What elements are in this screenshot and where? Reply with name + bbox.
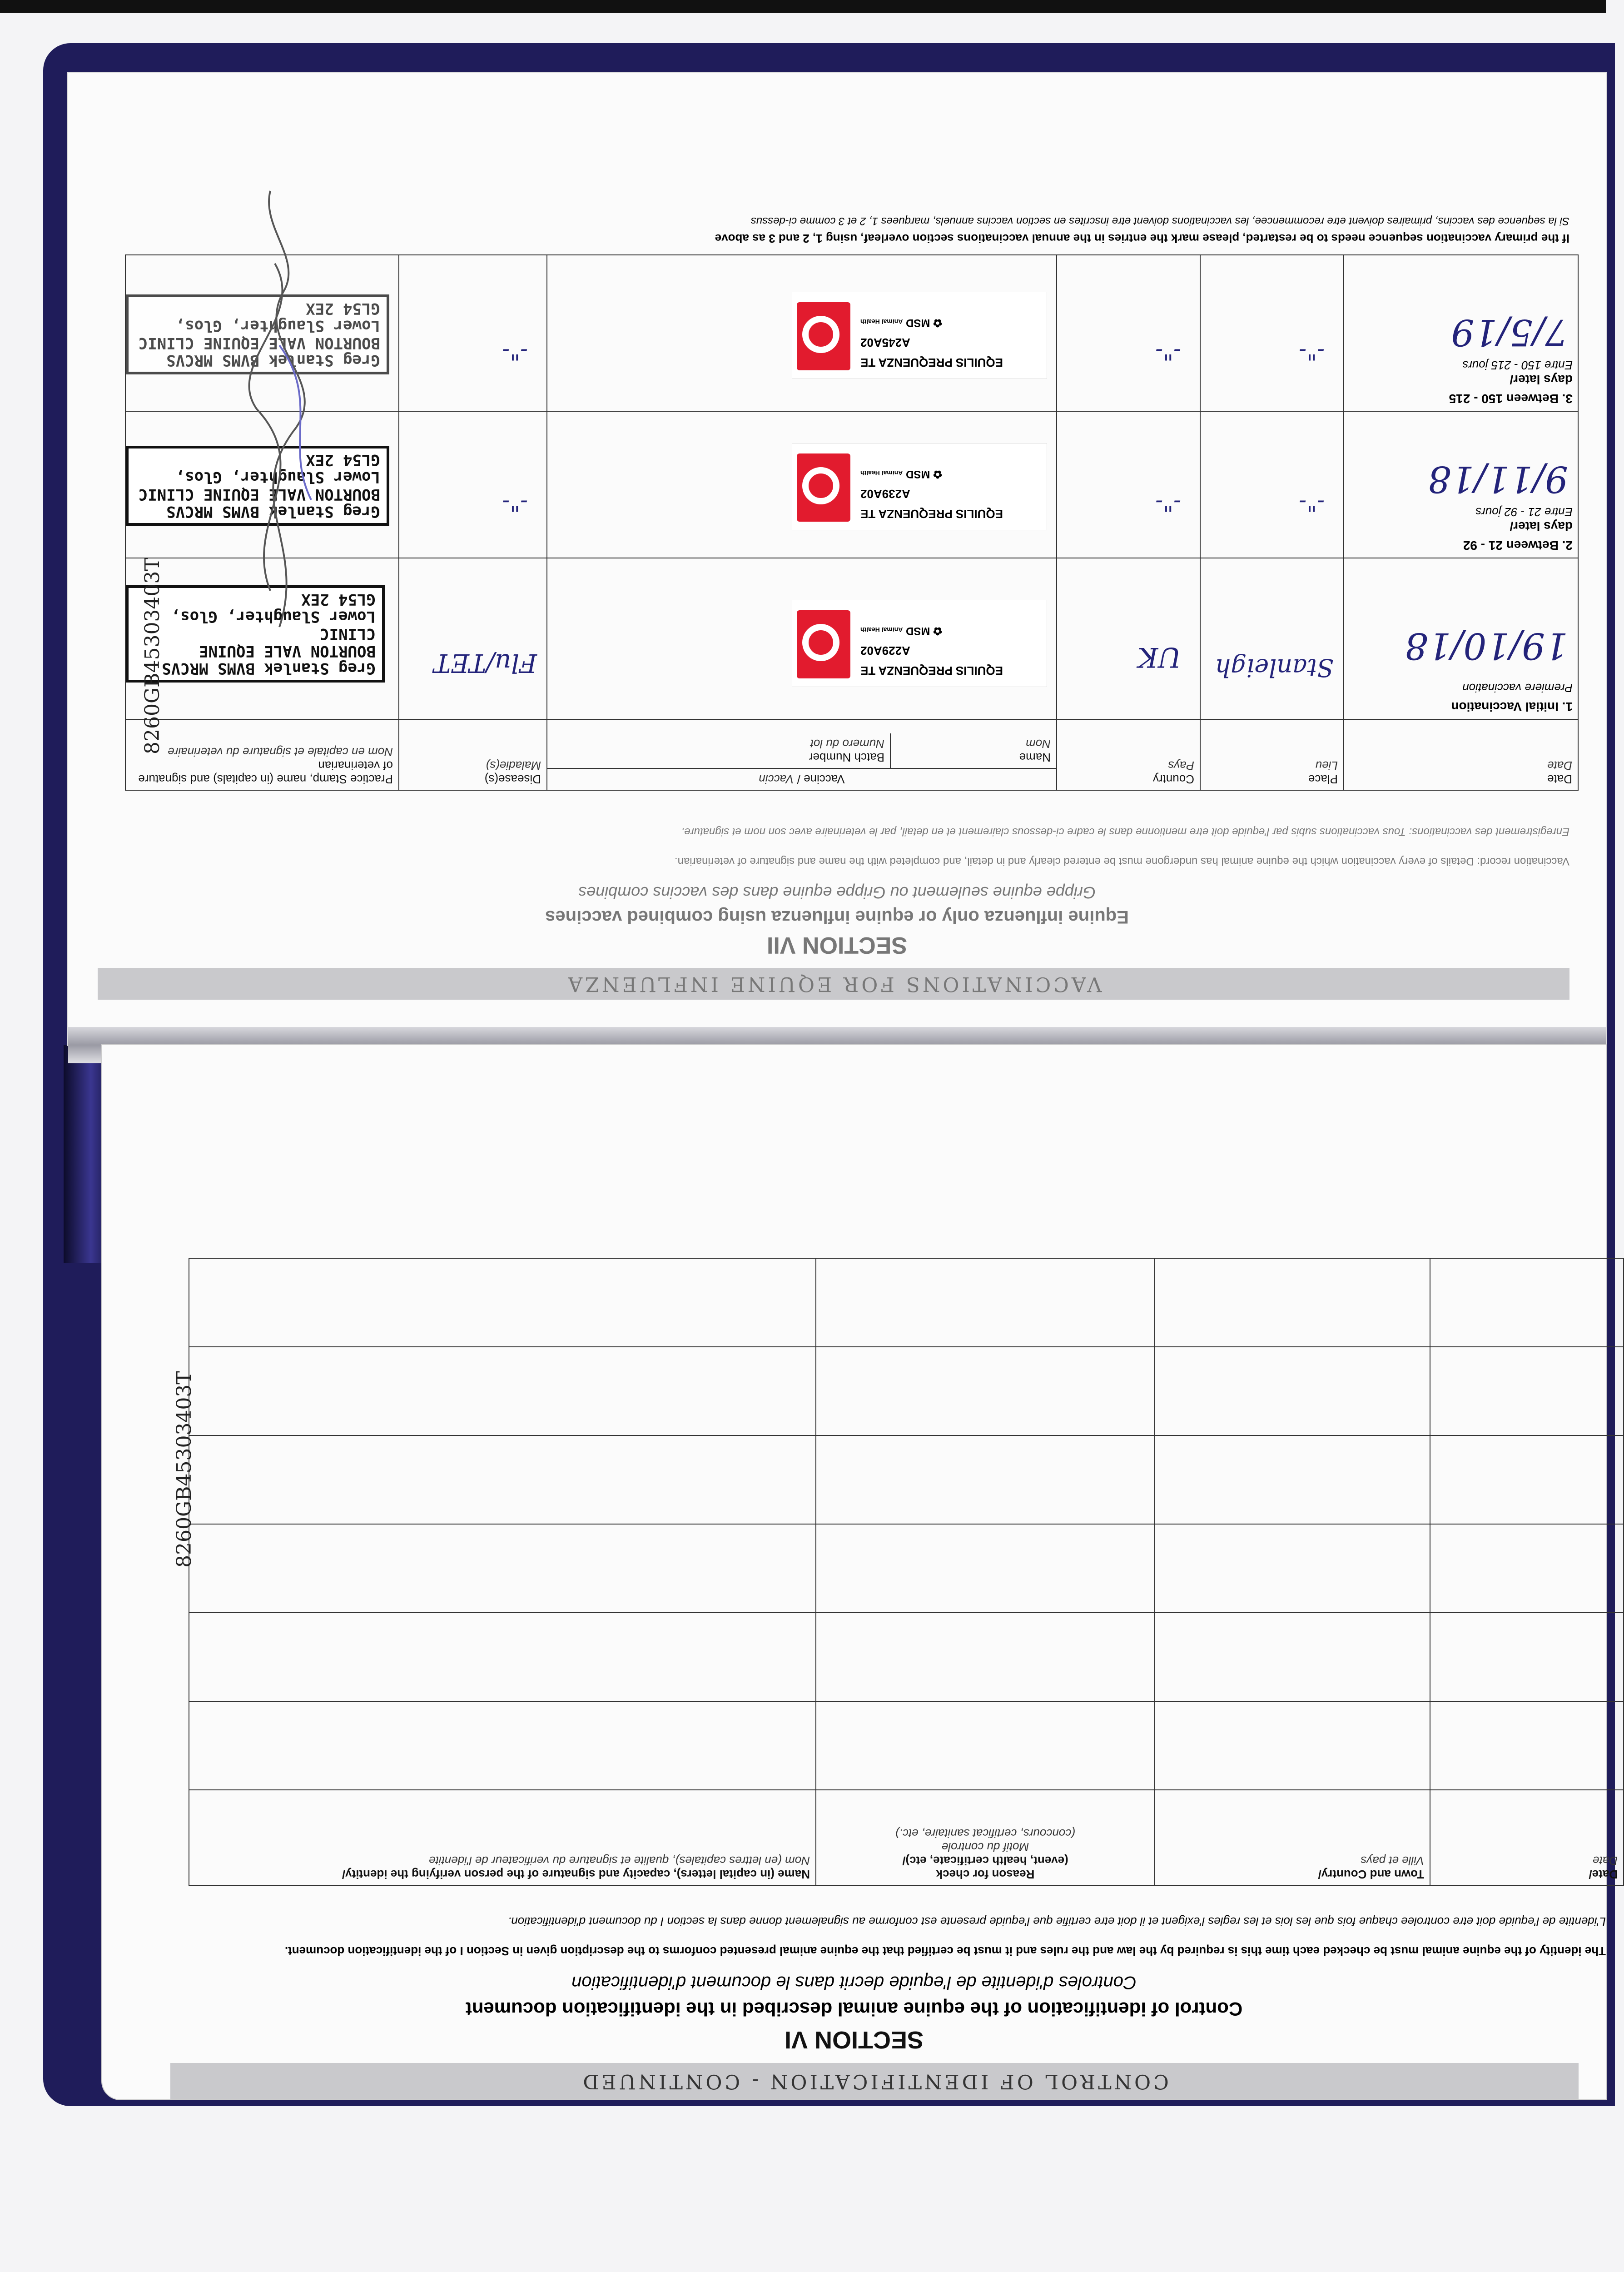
handwritten-place: -"-: [1299, 339, 1325, 365]
section-band: [98, 968, 1569, 1000]
section-title: SECTION VI: [784, 2026, 924, 2053]
handwritten-disease: -"-: [502, 339, 528, 365]
empty-cell[interactable]: [1430, 1701, 1624, 1790]
empty-cell[interactable]: [189, 1524, 816, 1613]
header-place: Place Lieu: [1200, 719, 1344, 790]
vaccine-name: EQUILIS PREQUENZA TE: [860, 507, 1003, 521]
cell-place: [1200, 255, 1344, 411]
manufacturer: ✿ MSD Animal Health: [860, 624, 943, 637]
empty-cell[interactable]: [816, 1258, 1155, 1347]
empty-cell[interactable]: [1155, 1701, 1430, 1790]
handwritten-disease: -"-: [502, 490, 528, 517]
horse-id-top: 8260GB45303403T: [141, 558, 164, 754]
row-label-fr: Entre 150 - 215 jours: [1462, 359, 1573, 373]
scan-edge: [0, 0, 1606, 13]
table-row: [189, 1258, 1624, 1347]
empty-cell[interactable]: [1430, 1258, 1624, 1347]
empty-cell[interactable]: [816, 1435, 1155, 1524]
manufacturer: ✿ MSD Animal Health: [860, 468, 943, 481]
row-label-fr: Premiere vaccination: [1462, 681, 1573, 695]
vet-practice-stamp: Greg Stanlek BVMS MRCVS BOURTON VALE EQUINE CLINIC Lower Slaughter, Glos, GL54 2EX: [126, 585, 385, 683]
section-band: [170, 2063, 1579, 2099]
row-label-2: days later/: [1510, 519, 1573, 534]
vet-practice-stamp: Greg Stanlek BVMS MRCVS BOURTON VALE EQUINE CLINIC Lower Slaughter, Glos, GL54 2EX: [126, 446, 389, 526]
vaccination-page: [68, 73, 1606, 1045]
header-vet: Practice Stamp, name (in capitals) and signature of veterinarian Nom en capitale et signature du veterinaire: [125, 719, 399, 790]
empty-cell[interactable]: [816, 1524, 1155, 1613]
row-label: 2. Between 21 - 92: [1463, 538, 1573, 553]
empty-cell[interactable]: [1155, 1524, 1430, 1613]
empty-cell[interactable]: [816, 1347, 1155, 1435]
cell-vaccine: [547, 558, 1057, 719]
vet-practice-stamp: Greg Stanlek BVMS MRCVS BOURTON VALE EQUINE CLINIC Lower Slaughter, Glos, GL54 2EX: [126, 294, 389, 374]
header-batch: Batch Number Numero du lot: [809, 737, 884, 764]
band-title: VACCINATIONS FOR EQUINE INFLUENZA: [565, 972, 1102, 996]
section-heading: Control of identification of the equine animal described in the identification document: [465, 1998, 1243, 2020]
equilis-logo-icon: [797, 610, 850, 678]
cell-date: [1344, 558, 1578, 719]
row-label-fr: Entre 21 - 92 jours: [1475, 505, 1573, 519]
table-row: [189, 1701, 1624, 1790]
empty-cell[interactable]: [816, 1613, 1155, 1701]
empty-cell[interactable]: [189, 1258, 816, 1347]
empty-cell[interactable]: [1430, 1524, 1624, 1613]
vaccine-sticker: [792, 443, 1047, 530]
cell-disease: [399, 411, 547, 558]
table-row: [189, 1435, 1624, 1524]
handwritten-country: -"-: [1155, 339, 1181, 365]
section-heading: Equine influenza only or equine influenza using combined vaccines: [545, 907, 1129, 927]
vaccine-name: EQUILIS PREQUENZA TE: [860, 356, 1003, 370]
cell-country: [1057, 411, 1200, 558]
section-heading-fr: Grippe equine seulement ou Grippe equine dans des vaccins combines: [578, 883, 1096, 902]
table-row: [189, 1524, 1624, 1613]
header-verifier: Name (in capital letters), capacity and signature of the person verifying the identity/ Nom (en lettres capitales), qualite et signature du verificateur de l'identite: [189, 1790, 816, 1885]
header-vaccine: Vaccine / Vaccin Name Nom Batch Number Numero du lot: [547, 719, 1057, 790]
handwritten-date: 9/11/18: [1428, 458, 1568, 501]
cell-disease: [399, 558, 547, 719]
header-date: Date Date: [1344, 719, 1578, 790]
handwritten-country: UK: [1137, 641, 1181, 673]
vaccine-sticker: [792, 600, 1047, 687]
empty-cell[interactable]: [189, 1435, 816, 1524]
table-row: [189, 1347, 1624, 1435]
handwritten-date: 7/5/19: [1451, 311, 1568, 354]
header-reason: Reason for check (event, health certificate, etc)/ Motif du controle (concours, certificat sanitaire, etc.): [816, 1790, 1155, 1885]
intro-text-fr: Enregistrement des vaccinations: Tous vaccinations subis par l'equide doit etre mentionne dans le cadre ci-dessous clairement et en detail, par le veterinaire avec son nom et signature.: [681, 826, 1569, 838]
footnote: If the primary vaccination sequence needs to be restarted, please mark the entries in the annual vaccinations section overleaf, using 1, 2 and 3 as above: [715, 232, 1569, 245]
empty-cell[interactable]: [1155, 1258, 1430, 1347]
cell-date: [1344, 411, 1578, 558]
handwritten-date: 19/10/18: [1405, 624, 1568, 667]
empty-cell[interactable]: [816, 1701, 1155, 1790]
cell-place: [1200, 558, 1344, 719]
vaccine-name: EQUILIS PREQUENZA TE: [860, 663, 1003, 678]
intro-text-fr: L'identite de l'equide doit etre controlee chaque fois que les lois et les regles l'exigent et il doit etre certifie que l'equide presente est conforme au signalement donne dans la section I du document d'identification.: [508, 1915, 1606, 1928]
row-label: 1. Initial Vaccination: [1451, 699, 1573, 714]
row-label-2: days later/: [1510, 373, 1573, 387]
header-country: Country Pays: [1057, 719, 1200, 790]
identification-page: [102, 1045, 1618, 2099]
empty-cell[interactable]: [189, 1701, 816, 1790]
empty-cell[interactable]: [1430, 1347, 1624, 1435]
empty-cell[interactable]: [1155, 1435, 1430, 1524]
empty-cell[interactable]: [1155, 1347, 1430, 1435]
vet-signature: [198, 182, 361, 636]
handwritten-country: -"-: [1155, 490, 1181, 517]
section-title: SECTION VII: [766, 932, 908, 958]
intro-text: The identity of the equine animal must be checked each time this is required by the law and the rules and it must be certified that the equine animal presented conforms to the description given in Section I of the identification document.: [284, 1944, 1606, 1958]
empty-cell[interactable]: [1430, 1613, 1624, 1701]
header-date: Date/ Date: [1430, 1790, 1624, 1885]
band-title: CONTROL OF IDENTIFICATION - CONTINUED: [580, 2070, 1169, 2093]
table-row: [189, 1613, 1624, 1701]
cell-disease: [399, 255, 547, 411]
handwritten-place: Stanleigh: [1215, 653, 1334, 682]
cell-date: [1344, 255, 1578, 411]
batch-number: A239A02: [860, 487, 910, 501]
equilis-logo-icon: [797, 453, 850, 522]
empty-cell[interactable]: [1430, 1435, 1624, 1524]
footnote-fr: Si la sequence des vaccins, primaires doivent etre recommencee, les vaccinations doivent etre inscrites en section vaccins annuels, marquees 1, 2 et 3 comme ci-dessus: [750, 215, 1569, 227]
cell-country: [1057, 255, 1200, 411]
cell-place: [1200, 411, 1344, 558]
cell-vaccine: [547, 255, 1057, 411]
empty-cell[interactable]: [189, 1347, 816, 1435]
batch-number: A229A02: [860, 643, 910, 658]
handwritten-place: -"-: [1299, 490, 1325, 517]
horse-id-bottom: 8260GB45303403T: [173, 1371, 196, 1568]
cell-vaccine: [547, 411, 1057, 558]
vaccine-sticker: [792, 292, 1047, 379]
header-vaccine-name: Name Nom: [890, 733, 1056, 768]
intro-text: Vaccination record: Details of every vaccination which the equine animal has undergone must be entered clearly and in detail, and completed with the name and signature of veterinarian.: [674, 855, 1569, 867]
empty-cell[interactable]: [189, 1613, 816, 1701]
manufacturer: ✿ MSD Animal Health: [860, 317, 943, 329]
empty-cell[interactable]: [1155, 1613, 1430, 1701]
header-disease: Disease(s) Maladie(s): [399, 719, 547, 790]
equilis-logo-icon: [797, 302, 850, 370]
section-heading-fr: Controles d'identite de l'equide decrit dans le document d'identification: [571, 1973, 1137, 1993]
header-town: Town and Country/ Ville et pays: [1155, 1790, 1430, 1885]
handwritten-disease: Flu/TET: [433, 648, 537, 678]
identification-table: [189, 1258, 1624, 1886]
row-label: 3. Between 150 - 215: [1449, 392, 1573, 406]
cell-country: [1057, 558, 1200, 719]
batch-number: A245A02: [860, 336, 910, 350]
